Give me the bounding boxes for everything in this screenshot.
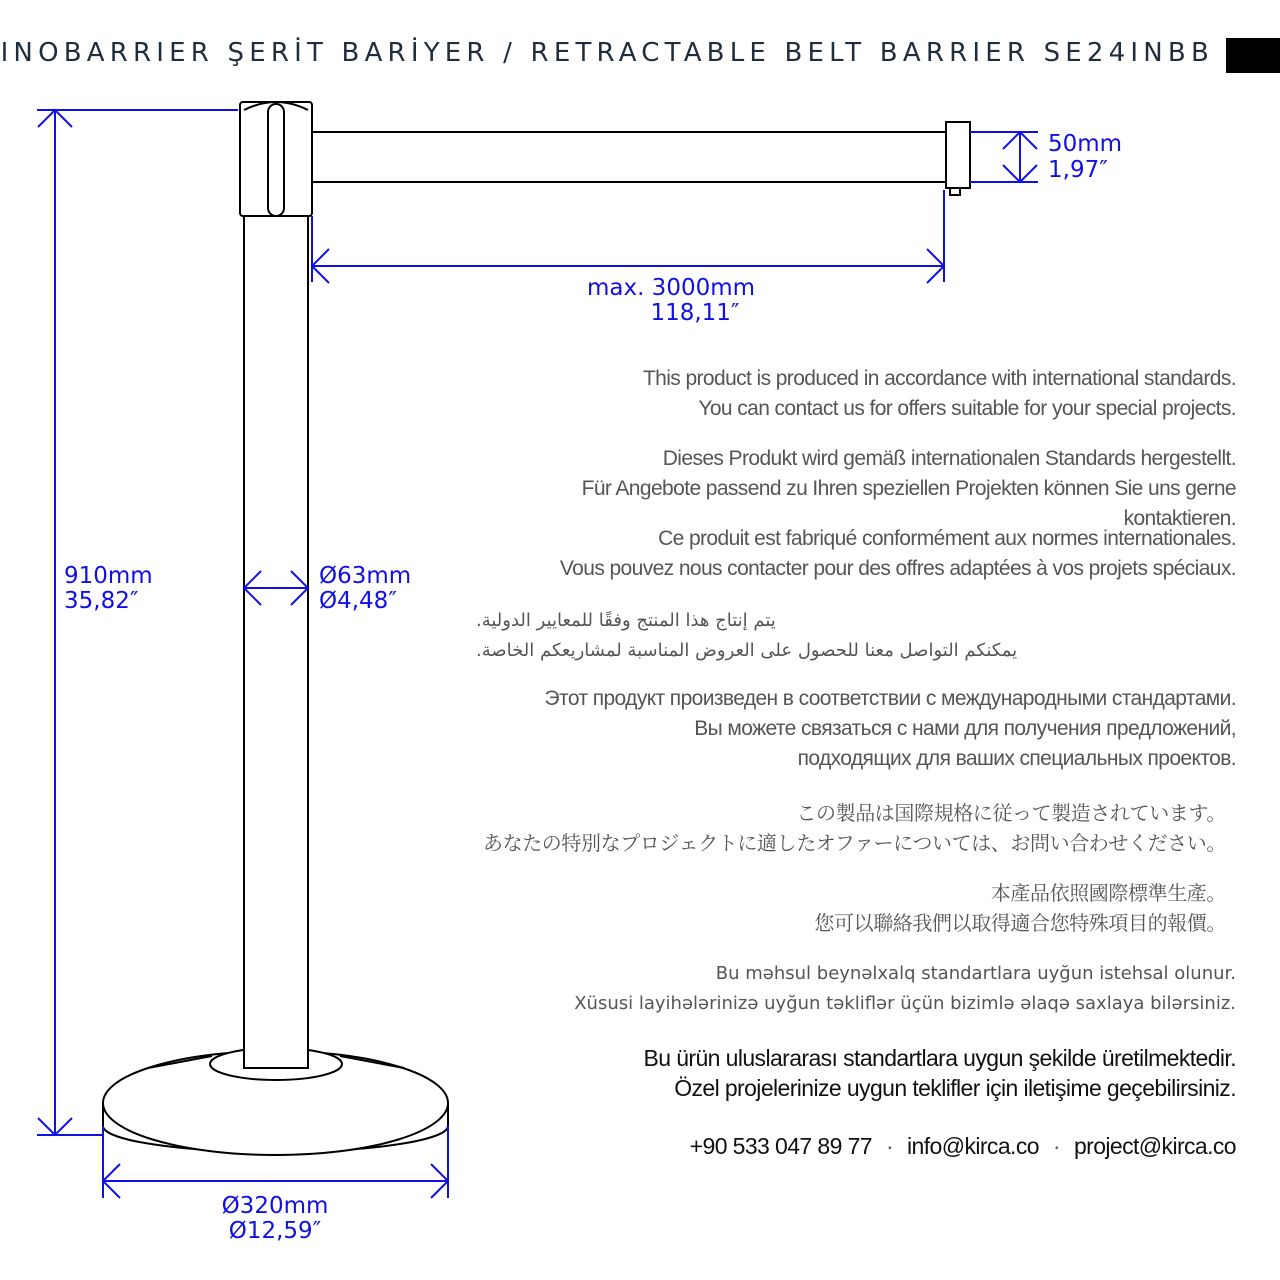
text-line: Xüsusi layihələrinizə uyğun təkliflər üçün bizimlə əlaqə saxlaya bilərsiniz.: [574, 993, 1236, 1014]
contact-row: [690, 1133, 1236, 1160]
text-line: Ce produit est fabriqué conformément aux normes internationales.: [658, 527, 1236, 550]
text-block-ru: [476, 684, 1236, 774]
text-line: 本產品依照國際標準生產。: [990, 883, 1226, 905]
text-block-de: [476, 444, 1236, 534]
height-mm-label: 910mm: [64, 563, 153, 589]
belt-end-clip: [946, 122, 970, 188]
text-block-fr: [476, 524, 1236, 584]
phone-number[interactable]: +90 533 047 89 77: [689, 1133, 872, 1159]
text-line: يتم إنتاج هذا المنتج وفقًا للمعايير الدولية.: [476, 610, 776, 631]
text-line: あなたの特別なプロジェクトに適したオファーについては、お問い合わせください。: [483, 833, 1226, 855]
text-block-tr: [476, 1043, 1236, 1103]
text-line: この製品は国際規格に従って製造されています。: [796, 803, 1226, 825]
belt-length-in-label: 118,11″: [650, 300, 740, 326]
separator: ·: [1052, 1133, 1060, 1159]
text-block-zh: [466, 879, 1226, 939]
text-line: Für Angebote passend zu Ihren speziellen Projekten können Sie uns gerne kontaktieren.: [581, 477, 1236, 530]
base-diameter-in-label: Ø12,59″: [228, 1218, 322, 1244]
text-line: Этот продукт произведен в соответствии с международными стандартами.: [544, 687, 1236, 710]
height-in-label: 35,82″: [64, 588, 139, 614]
text-line: 您可以聯絡我們以取得適合您特殊項目的報價。: [814, 913, 1226, 935]
belt-slot: [268, 104, 284, 216]
belt-width-in-label: 1,97″: [1048, 157, 1108, 183]
text-line: Dieses Produkt wird gemäß internationalen Standards hergestellt.: [662, 447, 1236, 470]
text-line: Özel projelerinize uygun teklifler için iletişime geçebilirsiniz.: [674, 1075, 1236, 1101]
text-line: You can contact us for offers suitable for your special projects.: [698, 397, 1236, 420]
belt-width-mm-label: 50mm: [1048, 131, 1123, 157]
post-diameter-mm-label: Ø63mm: [319, 563, 412, 589]
text-block-ar: [476, 606, 1236, 666]
base-diameter-mm-label: Ø320mm: [221, 1193, 329, 1219]
post-diameter-in-label: Ø4,48″: [319, 588, 397, 614]
text-line: يمكنكم التواصل معنا للحصول على العروض المناسبة لمشاريعكم الخاصة.: [476, 640, 1018, 661]
text-block-az: [476, 959, 1236, 1019]
text-line: This product is produced in accordance with international standards.: [642, 367, 1236, 390]
text-line: Vous pouvez nous contacter pour des offres adaptées à vos projets spéciaux.: [559, 557, 1236, 580]
text-line: Bu ürün uluslararası standartlara uygun şekilde üretilmektedir.: [643, 1045, 1236, 1071]
text-line: Bu məhsul beynəlxalq standartlara uyğun istehsal olunur.: [715, 963, 1236, 984]
text-block-en: [476, 364, 1236, 424]
belt: [312, 132, 946, 182]
text-line: Вы можете связаться с нами для получения предложений,: [694, 717, 1236, 740]
belt-end-tab: [950, 188, 960, 195]
text-line: подходящих для ваших специальных проектов.: [797, 747, 1236, 770]
page-title: INOBARRIER ŞERİT BARİYER / RETRACTABLE BELT BARRIER SE24INBB: [0, 38, 1214, 68]
info-email-link[interactable]: info@kirca.co: [907, 1133, 1039, 1159]
belt-length-mm-label: max. 3000mm: [586, 275, 756, 301]
project-email-link[interactable]: project@kirca.co: [1073, 1133, 1236, 1159]
text-block-ja: [466, 799, 1226, 859]
separator: ·: [885, 1133, 894, 1159]
